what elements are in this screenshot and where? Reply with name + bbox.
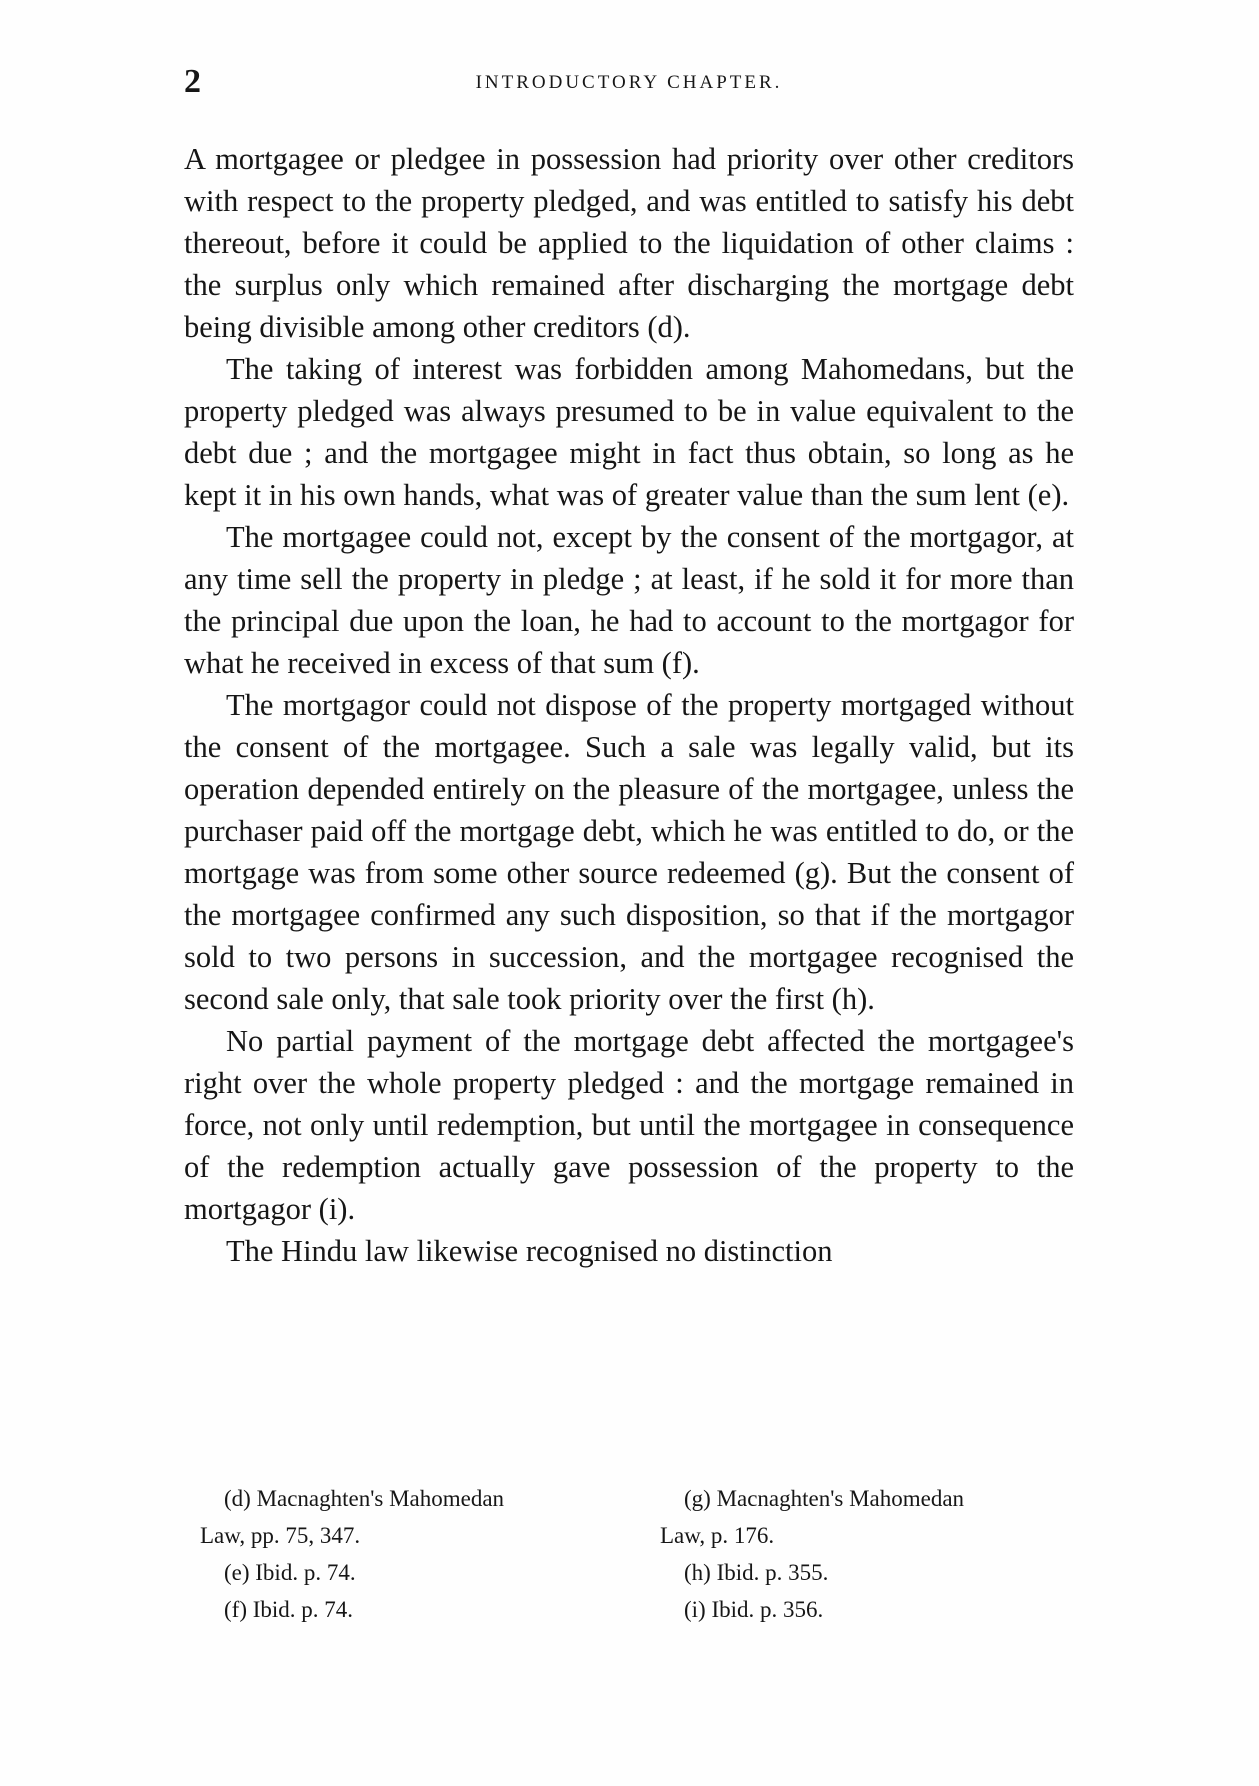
paragraph: The Hindu law likewise recognised no distinction — [226, 1234, 833, 1268]
footnote: (i) Ibid. p. 356. — [684, 1597, 824, 1622]
running-head: INTRODUCTORY CHAPTER. — [475, 72, 783, 93]
footnote: (f) Ibid. p. 74. — [224, 1597, 354, 1622]
body-text — [184, 138, 1074, 1272]
page-number: 2 — [184, 63, 201, 100]
footnotes — [200, 1480, 1080, 1628]
footnote: (h) Ibid. p. 355. — [684, 1560, 829, 1585]
paragraph: The mortgagor could not dispose of the property mortgaged without the consent of the mortgagee. Such a sale was legally valid, but its operation depended entirely on the pleasure of the mortgagee, unless the purchaser paid off the mortgage debt, which he was entitled to do, or the mortgage was from some other source redeemed (g). But the consent of the mortgagee confirmed any such disposition, so that if the mortgagor sold to two persons in succession, and the mortgagee recognised the second sale only, that sale took priority over the first (h). — [184, 688, 1074, 1016]
paragraph: The mortgagee could not, except by the consent of the mortgagor, at any time sell the property in pledge ; at least, if he sold it for more than the principal due upon the loan, he had to account to the mortgagor for what he received in excess of that sum (f). — [184, 520, 1074, 680]
footnotes-right-column — [660, 1480, 1080, 1628]
footnote: (d) Macnaghten's Mahomedan — [224, 1486, 505, 1511]
footnote: (e) Ibid. p. 74. — [224, 1560, 356, 1585]
footnote-continuation: Law, p. 176. — [660, 1523, 775, 1548]
paragraph: No partial payment of the mortgage debt affected the mortgagee's right over the whole property pledged : and the mortgage remained in force, not only until redemption, but until the mortgagee in consequence of the redemption actually gave possession of the property to the mortgagor (i). — [184, 1024, 1074, 1226]
paragraph: The taking of interest was forbidden among Mahomedans, but the property pledged was always presumed to be in value equivalent to the debt due ; and the mortgagee might in fact thus obtain, so long as he kept it in his own hands, what was of greater value than the sum lent (e). — [184, 352, 1074, 512]
footnotes-left-column — [200, 1480, 625, 1628]
page-header — [184, 62, 1074, 102]
footnote-continuation: Law, pp. 75, 347. — [200, 1523, 361, 1548]
paragraph: A mortgagee or pledgee in possession had priority over other creditors with respect to the property pledged, and was entitled to satisfy his debt thereout, before it could be applied to the liquidation of other claims : the surplus only which remained after discharging the mortgage debt being divisible among other creditors (d). — [184, 142, 1074, 344]
footnote: (g) Macnaghten's Mahomedan — [684, 1486, 965, 1511]
